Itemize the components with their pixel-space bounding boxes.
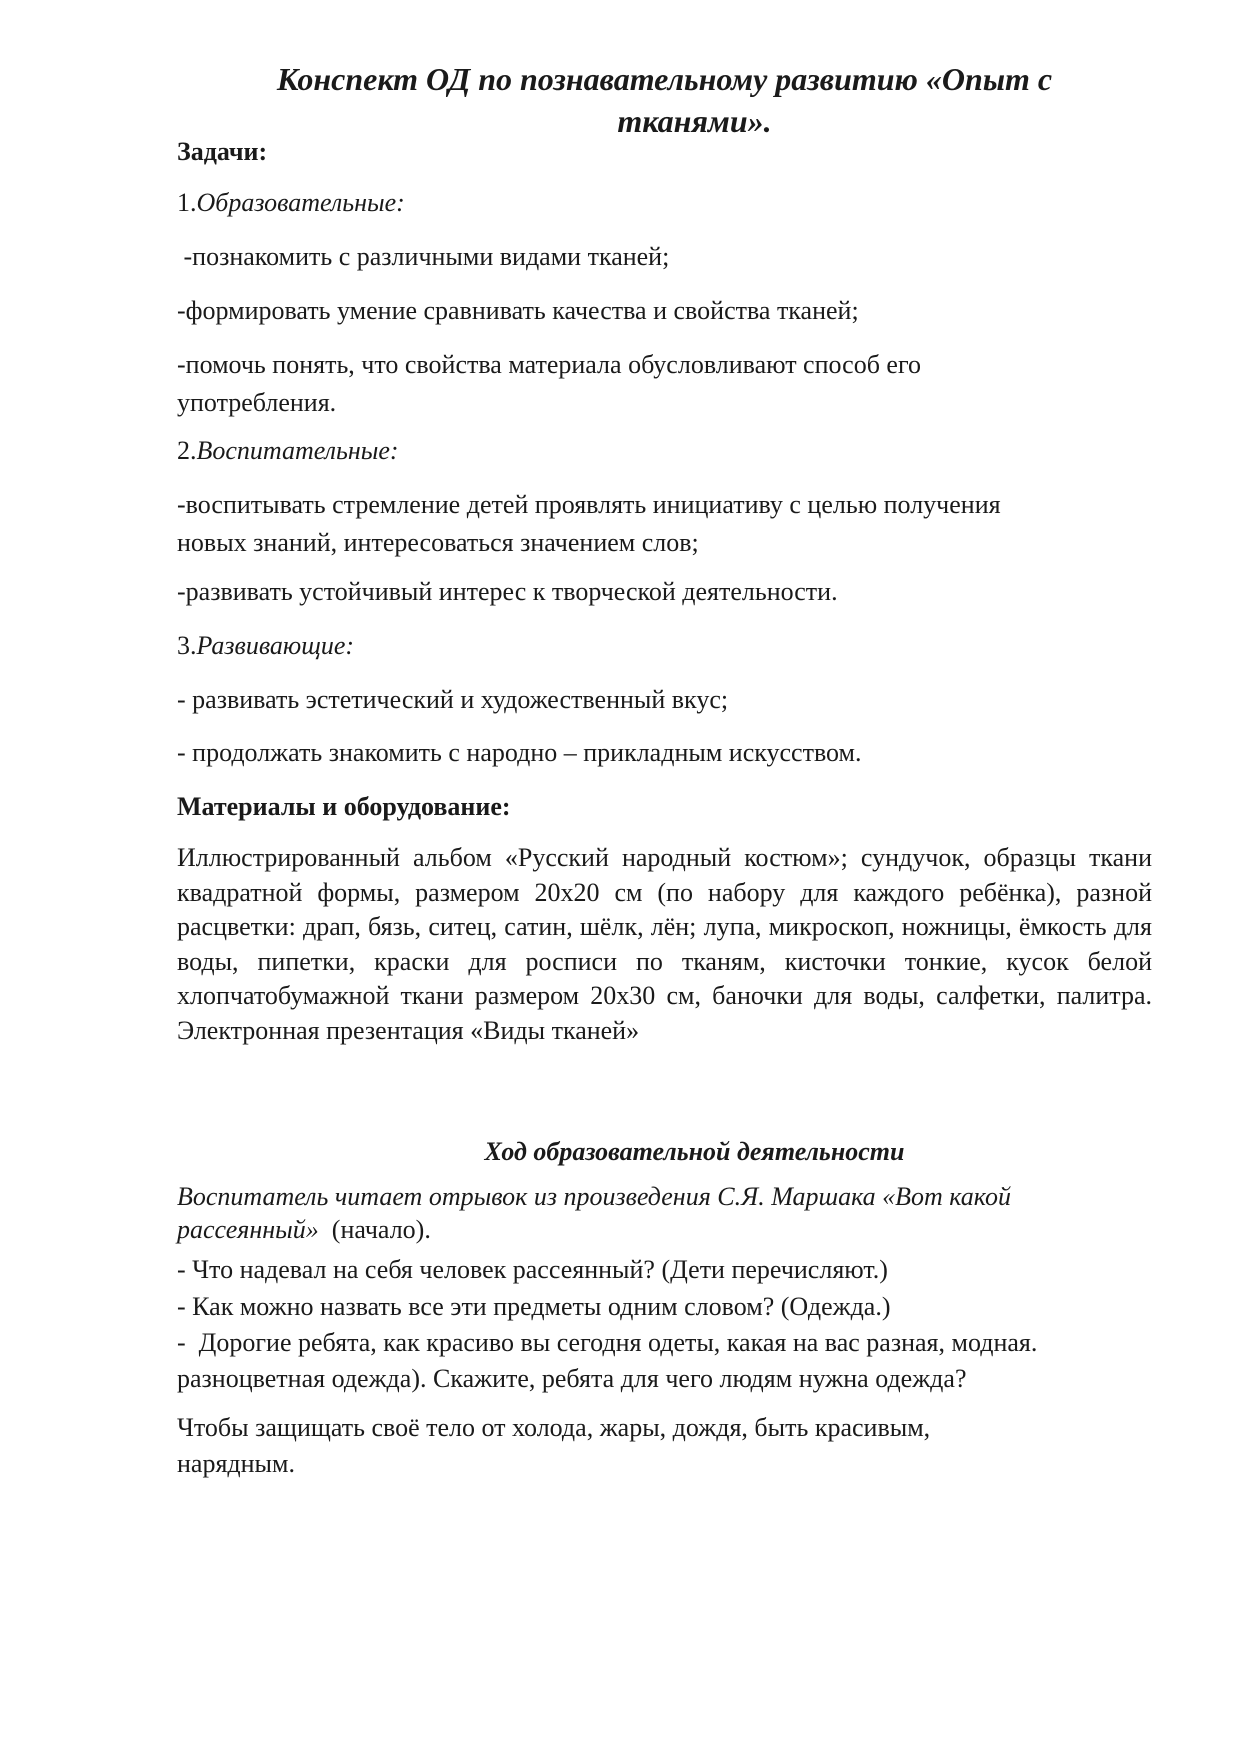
intro-tail: (начало). — [318, 1215, 431, 1244]
answer-paragraph: Чтобы защищать своё тело от холода, жары, дождя, быть красивым, нарядным. — [177, 1413, 931, 1478]
dialogue-line-1: - Что надевал на себя человек рассеянный? (Дети перечисляют.) — [177, 1255, 888, 1284]
educational-item-1: -познакомить с различными видами тканей; — [177, 242, 670, 271]
developing-heading — [177, 627, 1152, 665]
upbringing-number: 2. — [177, 436, 197, 465]
educational-number: 1. — [177, 188, 197, 217]
activity-heading: Ход образовательной деятельности — [484, 1137, 905, 1166]
developing-label: Развивающие: — [196, 631, 355, 660]
document-page — [177, 0, 1152, 1754]
materials-heading: Материалы и оборудование: — [177, 792, 511, 821]
tasks-heading: Задачи: — [177, 137, 268, 166]
intro-italic: Воспитатель читает отрывок из произведения С.Я. Маршака «Вот какой рассеянный» — [177, 1182, 1011, 1244]
developing-item-2: - продолжать знакомить с народно – прикладным искусством. — [177, 738, 862, 767]
upbringing-item-1: -воспитывать стремление детей проявлять инициативу с целью получения новых знаний, интересоваться значением слов; — [177, 490, 1001, 557]
educational-heading — [177, 184, 1152, 222]
title-line-2: тканями». — [617, 103, 772, 139]
educational-item-3: -помочь понять, что свойства материала обусловливают способ его употребления. — [177, 350, 921, 417]
upbringing-label: Воспитательные: — [196, 436, 399, 465]
intro-paragraph — [177, 1180, 1057, 1246]
title-line-1: Конспект ОД по познавательному развитию «Опыт с — [276, 61, 1053, 97]
upbringing-item-2: -развивать устойчивый интерес к творческой деятельности. — [177, 577, 838, 606]
upbringing-heading — [177, 432, 1152, 470]
document-title — [177, 58, 1152, 142]
educational-item-2: -формировать умение сравнивать качества и свойства тканей; — [177, 296, 859, 325]
materials-text: Иллюстрированный альбом «Русский народный костюм»; сундучок, образцы ткани квадратной формы, размером 20х20 см (по набору для каждого ребёнка), разной расцветки: драп, бязь, ситец, сатин, шёлк, лён; лупа, микроскоп, ножницы, ёмкость для воды, пипетки, краски для росписи по тканям, кисточки тонкие, кусок белой хлопчатобумажной ткани размером 20х30 см, баночки для воды, салфетки, палитра. Электронная презентация «Виды тканей» — [177, 843, 1152, 1045]
developing-number: 3. — [177, 631, 197, 660]
educational-label: Образовательные: — [196, 188, 405, 217]
developing-item-1: - развивать эстетический и художественный вкус; — [177, 685, 729, 714]
dialogue-line-3: - Дорогие ребята, как красиво вы сегодня одеты, какая на вас разная, модная. разноцветная одежда). Скажите, ребята для чего людям нужна одежда? — [177, 1328, 1044, 1393]
dialogue-line-2: - Как можно назвать все эти предметы одним словом? (Одежда.) — [177, 1292, 891, 1321]
